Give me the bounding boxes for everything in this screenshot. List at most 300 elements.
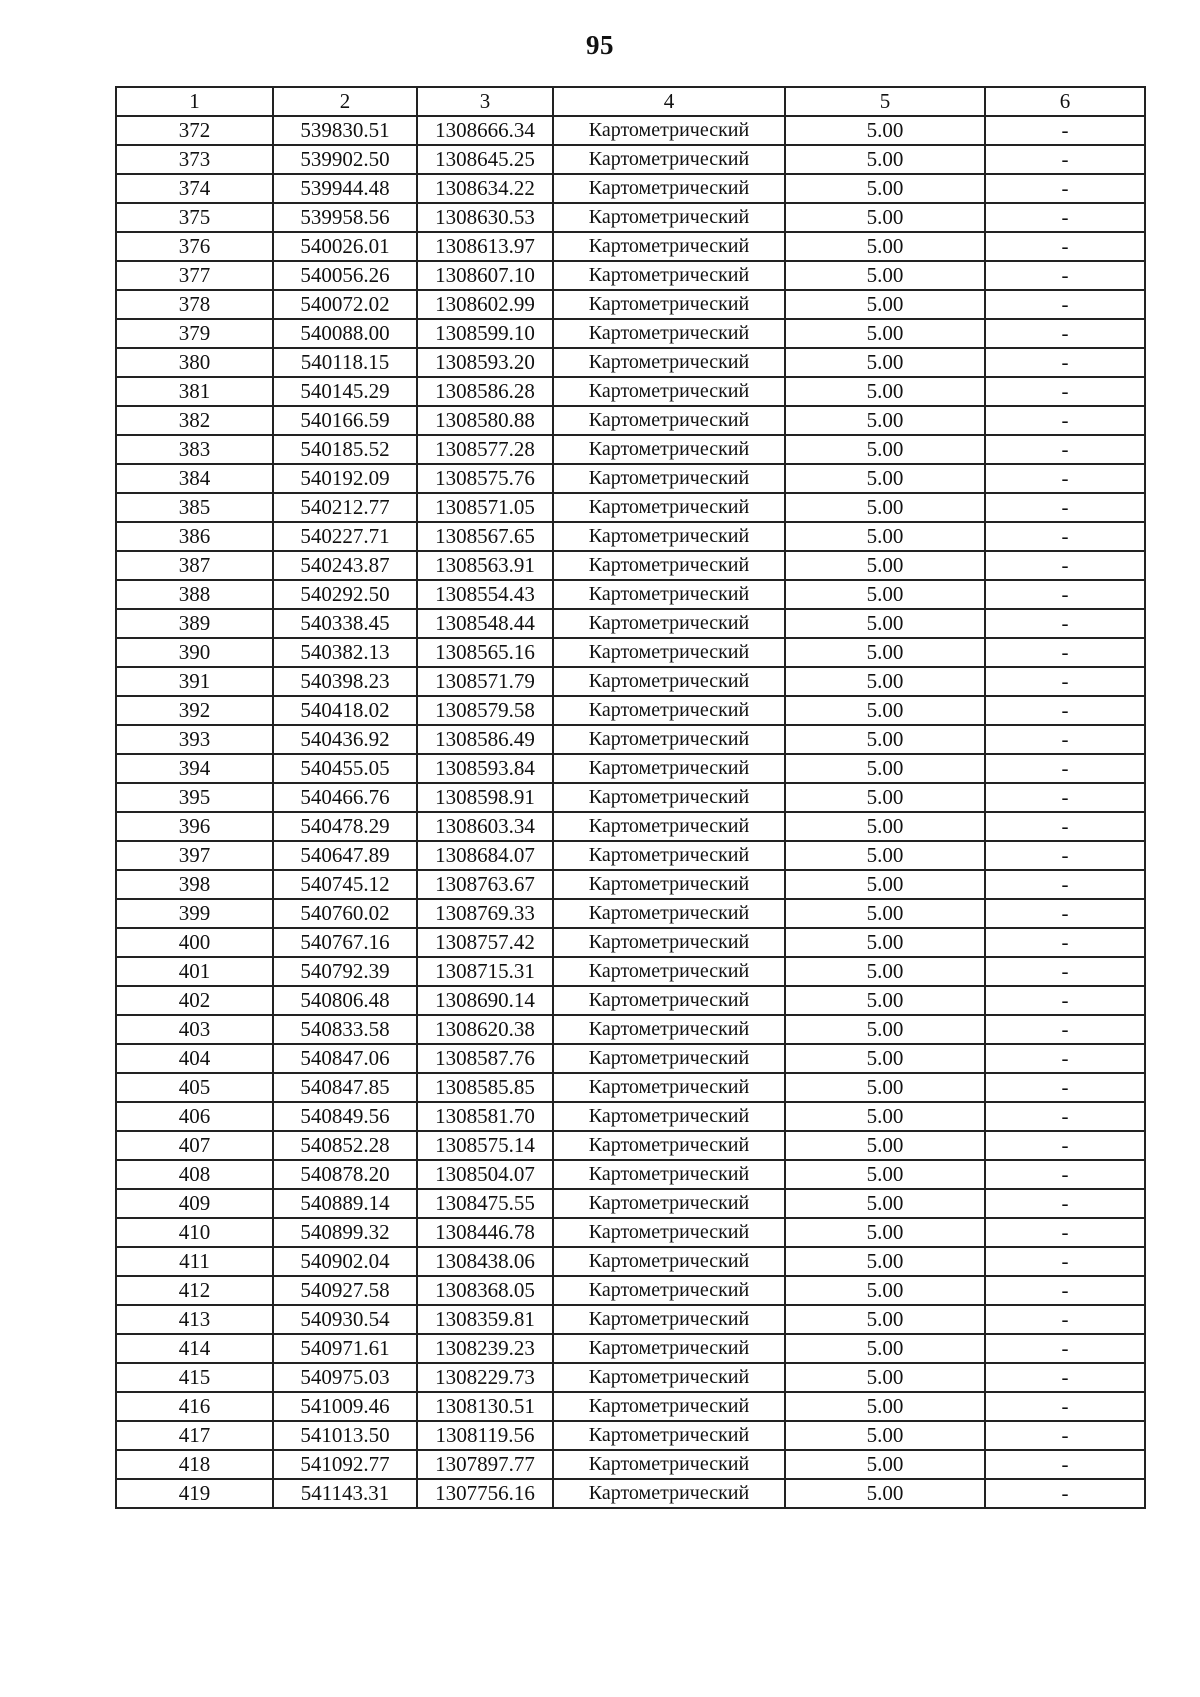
x-coordinate-cell: 540971.61: [273, 1334, 417, 1363]
x-coordinate-cell: 540767.16: [273, 928, 417, 957]
note-cell: -: [985, 1189, 1145, 1218]
y-coordinate-cell: 1308620.38: [417, 1015, 553, 1044]
accuracy-cell: 5.00: [785, 1218, 985, 1247]
note-cell: -: [985, 580, 1145, 609]
point-number-cell: 409: [116, 1189, 273, 1218]
method-cell: Картометрический: [553, 203, 785, 232]
y-coordinate-cell: 1308585.85: [417, 1073, 553, 1102]
y-coordinate-cell: 1308571.79: [417, 667, 553, 696]
table-row: [116, 899, 1145, 928]
note-cell: -: [985, 348, 1145, 377]
table-row: [116, 696, 1145, 725]
y-coordinate-cell: 1308630.53: [417, 203, 553, 232]
point-number-cell: 414: [116, 1334, 273, 1363]
note-cell: -: [985, 1363, 1145, 1392]
accuracy-cell: 5.00: [785, 870, 985, 899]
y-coordinate-cell: 1308598.91: [417, 783, 553, 812]
note-cell: -: [985, 493, 1145, 522]
method-cell: Картометрический: [553, 1276, 785, 1305]
x-coordinate-cell: 540192.09: [273, 464, 417, 493]
accuracy-cell: 5.00: [785, 261, 985, 290]
method-cell: Картометрический: [553, 377, 785, 406]
y-coordinate-cell: 1308130.51: [417, 1392, 553, 1421]
table-row: [116, 1102, 1145, 1131]
x-coordinate-cell: 540227.71: [273, 522, 417, 551]
method-cell: Картометрический: [553, 406, 785, 435]
accuracy-cell: 5.00: [785, 493, 985, 522]
table-row: [116, 1334, 1145, 1363]
method-cell: Картометрический: [553, 1421, 785, 1450]
x-coordinate-cell: 540166.59: [273, 406, 417, 435]
accuracy-cell: 5.00: [785, 928, 985, 957]
x-coordinate-cell: 540088.00: [273, 319, 417, 348]
method-cell: Картометрический: [553, 783, 785, 812]
x-coordinate-cell: 540436.92: [273, 725, 417, 754]
y-coordinate-cell: 1308593.20: [417, 348, 553, 377]
accuracy-cell: 5.00: [785, 1015, 985, 1044]
table-row: [116, 1276, 1145, 1305]
point-number-cell: 410: [116, 1218, 273, 1247]
point-number-cell: 387: [116, 551, 273, 580]
point-number-cell: 401: [116, 957, 273, 986]
accuracy-cell: 5.00: [785, 116, 985, 145]
method-cell: Картометрический: [553, 348, 785, 377]
note-cell: -: [985, 435, 1145, 464]
point-number-cell: 412: [116, 1276, 273, 1305]
accuracy-cell: 5.00: [785, 406, 985, 435]
y-coordinate-cell: 1308593.84: [417, 754, 553, 783]
y-coordinate-cell: 1308769.33: [417, 899, 553, 928]
table-row: [116, 1218, 1145, 1247]
y-coordinate-cell: 1308571.05: [417, 493, 553, 522]
accuracy-cell: 5.00: [785, 1334, 985, 1363]
y-coordinate-cell: 1308763.67: [417, 870, 553, 899]
y-coordinate-cell: 1308368.05: [417, 1276, 553, 1305]
point-number-cell: 372: [116, 116, 273, 145]
method-cell: Картометрический: [553, 957, 785, 986]
accuracy-cell: 5.00: [785, 667, 985, 696]
point-number-cell: 400: [116, 928, 273, 957]
accuracy-cell: 5.00: [785, 145, 985, 174]
table-row: [116, 870, 1145, 899]
method-cell: Картометрический: [553, 1479, 785, 1508]
accuracy-cell: 5.00: [785, 290, 985, 319]
coordinates-table: [115, 86, 1146, 1509]
y-coordinate-cell: 1308554.43: [417, 580, 553, 609]
accuracy-cell: 5.00: [785, 1247, 985, 1276]
x-coordinate-cell: 540118.15: [273, 348, 417, 377]
point-number-cell: 397: [116, 841, 273, 870]
accuracy-cell: 5.00: [785, 725, 985, 754]
y-coordinate-cell: 1308599.10: [417, 319, 553, 348]
note-cell: -: [985, 1421, 1145, 1450]
point-number-cell: 376: [116, 232, 273, 261]
method-cell: Картометрический: [553, 1189, 785, 1218]
table-row: [116, 609, 1145, 638]
table-row: [116, 406, 1145, 435]
method-cell: Картометрический: [553, 667, 785, 696]
method-cell: Картометрический: [553, 1160, 785, 1189]
x-coordinate-cell: 540338.45: [273, 609, 417, 638]
x-coordinate-cell: 540145.29: [273, 377, 417, 406]
y-coordinate-cell: 1308607.10: [417, 261, 553, 290]
note-cell: -: [985, 464, 1145, 493]
y-coordinate-cell: 1308577.28: [417, 435, 553, 464]
method-cell: Картометрический: [553, 174, 785, 203]
method-cell: Картометрический: [553, 725, 785, 754]
y-coordinate-cell: 1308239.23: [417, 1334, 553, 1363]
method-cell: Картометрический: [553, 1334, 785, 1363]
method-cell: Картометрический: [553, 493, 785, 522]
x-coordinate-cell: 540243.87: [273, 551, 417, 580]
note-cell: -: [985, 145, 1145, 174]
method-cell: Картометрический: [553, 1450, 785, 1479]
x-coordinate-cell: 540466.76: [273, 783, 417, 812]
method-cell: Картометрический: [553, 986, 785, 1015]
accuracy-cell: 5.00: [785, 1073, 985, 1102]
point-number-cell: 406: [116, 1102, 273, 1131]
note-cell: -: [985, 928, 1145, 957]
method-cell: Картометрический: [553, 522, 785, 551]
note-cell: -: [985, 841, 1145, 870]
table-row: [116, 174, 1145, 203]
column-header-2: 2: [273, 87, 417, 116]
note-cell: -: [985, 1218, 1145, 1247]
y-coordinate-cell: 1308575.14: [417, 1131, 553, 1160]
point-number-cell: 385: [116, 493, 273, 522]
y-coordinate-cell: 1308119.56: [417, 1421, 553, 1450]
y-coordinate-cell: 1308446.78: [417, 1218, 553, 1247]
note-cell: -: [985, 1073, 1145, 1102]
accuracy-cell: 5.00: [785, 348, 985, 377]
y-coordinate-cell: 1308565.16: [417, 638, 553, 667]
table-row: [116, 1392, 1145, 1421]
note-cell: -: [985, 1334, 1145, 1363]
x-coordinate-cell: 540072.02: [273, 290, 417, 319]
x-coordinate-cell: 540745.12: [273, 870, 417, 899]
method-cell: Картометрический: [553, 609, 785, 638]
point-number-cell: 379: [116, 319, 273, 348]
x-coordinate-cell: 540927.58: [273, 1276, 417, 1305]
table-row: [116, 319, 1145, 348]
table-row: [116, 348, 1145, 377]
accuracy-cell: 5.00: [785, 1392, 985, 1421]
note-cell: -: [985, 696, 1145, 725]
y-coordinate-cell: 1308579.58: [417, 696, 553, 725]
method-cell: Картометрический: [553, 116, 785, 145]
table-row: [116, 116, 1145, 145]
method-cell: Картометрический: [553, 696, 785, 725]
method-cell: Картометрический: [553, 899, 785, 928]
table-row: [116, 203, 1145, 232]
note-cell: -: [985, 638, 1145, 667]
point-number-cell: 378: [116, 290, 273, 319]
method-cell: Картометрический: [553, 1392, 785, 1421]
accuracy-cell: 5.00: [785, 1305, 985, 1334]
table-row: [116, 261, 1145, 290]
point-number-cell: 398: [116, 870, 273, 899]
table-row: [116, 464, 1145, 493]
accuracy-cell: 5.00: [785, 1450, 985, 1479]
x-coordinate-cell: 539830.51: [273, 116, 417, 145]
note-cell: -: [985, 261, 1145, 290]
note-cell: -: [985, 957, 1145, 986]
note-cell: -: [985, 754, 1145, 783]
point-number-cell: 416: [116, 1392, 273, 1421]
y-coordinate-cell: 1308438.06: [417, 1247, 553, 1276]
point-number-cell: 373: [116, 145, 273, 174]
point-number-cell: 407: [116, 1131, 273, 1160]
note-cell: -: [985, 1392, 1145, 1421]
column-header-4: 4: [553, 87, 785, 116]
method-cell: Картометрический: [553, 551, 785, 580]
y-coordinate-cell: 1307897.77: [417, 1450, 553, 1479]
note-cell: -: [985, 551, 1145, 580]
note-cell: -: [985, 319, 1145, 348]
method-cell: Картометрический: [553, 1015, 785, 1044]
point-number-cell: 404: [116, 1044, 273, 1073]
table-row: [116, 841, 1145, 870]
note-cell: -: [985, 377, 1145, 406]
point-number-cell: 383: [116, 435, 273, 464]
y-coordinate-cell: 1308684.07: [417, 841, 553, 870]
y-coordinate-cell: 1308229.73: [417, 1363, 553, 1392]
table-row: [116, 667, 1145, 696]
accuracy-cell: 5.00: [785, 580, 985, 609]
method-cell: Картометрический: [553, 754, 785, 783]
accuracy-cell: 5.00: [785, 1131, 985, 1160]
method-cell: Картометрический: [553, 870, 785, 899]
note-cell: -: [985, 522, 1145, 551]
y-coordinate-cell: 1308359.81: [417, 1305, 553, 1334]
accuracy-cell: 5.00: [785, 203, 985, 232]
accuracy-cell: 5.00: [785, 696, 985, 725]
x-coordinate-cell: 540806.48: [273, 986, 417, 1015]
y-coordinate-cell: 1308613.97: [417, 232, 553, 261]
table-row: [116, 435, 1145, 464]
x-coordinate-cell: 540833.58: [273, 1015, 417, 1044]
accuracy-cell: 5.00: [785, 986, 985, 1015]
table-row: [116, 1450, 1145, 1479]
accuracy-cell: 5.00: [785, 783, 985, 812]
table-row: [116, 725, 1145, 754]
y-coordinate-cell: 1308575.76: [417, 464, 553, 493]
table-row: [116, 812, 1145, 841]
x-coordinate-cell: 540647.89: [273, 841, 417, 870]
y-coordinate-cell: 1307756.16: [417, 1479, 553, 1508]
accuracy-cell: 5.00: [785, 435, 985, 464]
note-cell: -: [985, 1015, 1145, 1044]
note-cell: -: [985, 290, 1145, 319]
y-coordinate-cell: 1308587.76: [417, 1044, 553, 1073]
x-coordinate-cell: 540847.06: [273, 1044, 417, 1073]
x-coordinate-cell: 540398.23: [273, 667, 417, 696]
method-cell: Картометрический: [553, 812, 785, 841]
accuracy-cell: 5.00: [785, 841, 985, 870]
y-coordinate-cell: 1308757.42: [417, 928, 553, 957]
table-row: [116, 986, 1145, 1015]
y-coordinate-cell: 1308634.22: [417, 174, 553, 203]
y-coordinate-cell: 1308666.34: [417, 116, 553, 145]
y-coordinate-cell: 1308603.34: [417, 812, 553, 841]
accuracy-cell: 5.00: [785, 522, 985, 551]
x-coordinate-cell: 540760.02: [273, 899, 417, 928]
accuracy-cell: 5.00: [785, 957, 985, 986]
note-cell: -: [985, 1450, 1145, 1479]
page-number: 95: [586, 30, 614, 60]
point-number-cell: 374: [116, 174, 273, 203]
method-cell: Картометрический: [553, 1102, 785, 1131]
y-coordinate-cell: 1308548.44: [417, 609, 553, 638]
accuracy-cell: 5.00: [785, 377, 985, 406]
method-cell: Картометрический: [553, 580, 785, 609]
point-number-cell: 377: [116, 261, 273, 290]
x-coordinate-cell: 540847.85: [273, 1073, 417, 1102]
note-cell: -: [985, 725, 1145, 754]
y-coordinate-cell: 1308580.88: [417, 406, 553, 435]
note-cell: -: [985, 1479, 1145, 1508]
note-cell: -: [985, 1044, 1145, 1073]
method-cell: Картометрический: [553, 1131, 785, 1160]
table-row: [116, 1131, 1145, 1160]
point-number-cell: 418: [116, 1450, 273, 1479]
note-cell: -: [985, 232, 1145, 261]
method-cell: Картометрический: [553, 928, 785, 957]
accuracy-cell: 5.00: [785, 1160, 985, 1189]
x-coordinate-cell: 540478.29: [273, 812, 417, 841]
note-cell: -: [985, 1131, 1145, 1160]
point-number-cell: 381: [116, 377, 273, 406]
x-coordinate-cell: 540382.13: [273, 638, 417, 667]
table-row: [116, 638, 1145, 667]
method-cell: Картометрический: [553, 261, 785, 290]
table-row: [116, 957, 1145, 986]
x-coordinate-cell: 540026.01: [273, 232, 417, 261]
column-header-3: 3: [417, 87, 553, 116]
column-header-6: 6: [985, 87, 1145, 116]
x-coordinate-cell: 540455.05: [273, 754, 417, 783]
y-coordinate-cell: 1308567.65: [417, 522, 553, 551]
point-number-cell: 384: [116, 464, 273, 493]
y-coordinate-cell: 1308690.14: [417, 986, 553, 1015]
y-coordinate-cell: 1308715.31: [417, 957, 553, 986]
note-cell: -: [985, 1102, 1145, 1131]
x-coordinate-cell: 539958.56: [273, 203, 417, 232]
table-body: [116, 116, 1145, 1508]
accuracy-cell: 5.00: [785, 812, 985, 841]
accuracy-cell: 5.00: [785, 1421, 985, 1450]
x-coordinate-cell: 540889.14: [273, 1189, 417, 1218]
note-cell: -: [985, 406, 1145, 435]
method-cell: Картометрический: [553, 638, 785, 667]
point-number-cell: 396: [116, 812, 273, 841]
y-coordinate-cell: 1308645.25: [417, 145, 553, 174]
point-number-cell: 413: [116, 1305, 273, 1334]
point-number-cell: 386: [116, 522, 273, 551]
note-cell: -: [985, 1305, 1145, 1334]
table-row: [116, 493, 1145, 522]
accuracy-cell: 5.00: [785, 609, 985, 638]
point-number-cell: 405: [116, 1073, 273, 1102]
table-row: [116, 290, 1145, 319]
note-cell: -: [985, 1160, 1145, 1189]
method-cell: Картометрический: [553, 841, 785, 870]
method-cell: Картометрический: [553, 1247, 785, 1276]
method-cell: Картометрический: [553, 435, 785, 464]
point-number-cell: 380: [116, 348, 273, 377]
note-cell: -: [985, 116, 1145, 145]
y-coordinate-cell: 1308563.91: [417, 551, 553, 580]
accuracy-cell: 5.00: [785, 1102, 985, 1131]
accuracy-cell: 5.00: [785, 754, 985, 783]
y-coordinate-cell: 1308586.28: [417, 377, 553, 406]
y-coordinate-cell: 1308504.07: [417, 1160, 553, 1189]
point-number-cell: 394: [116, 754, 273, 783]
method-cell: Картометрический: [553, 464, 785, 493]
accuracy-cell: 5.00: [785, 174, 985, 203]
table-row: [116, 1363, 1145, 1392]
note-cell: -: [985, 870, 1145, 899]
x-coordinate-cell: 541009.46: [273, 1392, 417, 1421]
x-coordinate-cell: 540975.03: [273, 1363, 417, 1392]
method-cell: Картометрический: [553, 1363, 785, 1392]
note-cell: -: [985, 1276, 1145, 1305]
point-number-cell: 382: [116, 406, 273, 435]
x-coordinate-cell: 540212.77: [273, 493, 417, 522]
table-row: [116, 1044, 1145, 1073]
accuracy-cell: 5.00: [785, 1363, 985, 1392]
table-row: [116, 1305, 1145, 1334]
table-row: [116, 1160, 1145, 1189]
point-number-cell: 375: [116, 203, 273, 232]
accuracy-cell: 5.00: [785, 551, 985, 580]
x-coordinate-cell: 540899.32: [273, 1218, 417, 1247]
point-number-cell: 415: [116, 1363, 273, 1392]
x-coordinate-cell: 540930.54: [273, 1305, 417, 1334]
point-number-cell: 388: [116, 580, 273, 609]
accuracy-cell: 5.00: [785, 1276, 985, 1305]
x-coordinate-cell: 540792.39: [273, 957, 417, 986]
point-number-cell: 417: [116, 1421, 273, 1450]
x-coordinate-cell: 540418.02: [273, 696, 417, 725]
table-row: [116, 928, 1145, 957]
x-coordinate-cell: 540056.26: [273, 261, 417, 290]
note-cell: -: [985, 986, 1145, 1015]
table-row: [116, 1189, 1145, 1218]
point-number-cell: 399: [116, 899, 273, 928]
y-coordinate-cell: 1308581.70: [417, 1102, 553, 1131]
table-row: [116, 1247, 1145, 1276]
accuracy-cell: 5.00: [785, 464, 985, 493]
accuracy-cell: 5.00: [785, 1189, 985, 1218]
note-cell: -: [985, 667, 1145, 696]
table-row: [116, 145, 1145, 174]
y-coordinate-cell: 1308602.99: [417, 290, 553, 319]
table-row: [116, 232, 1145, 261]
point-number-cell: 408: [116, 1160, 273, 1189]
point-number-cell: 395: [116, 783, 273, 812]
accuracy-cell: 5.00: [785, 232, 985, 261]
point-number-cell: 391: [116, 667, 273, 696]
table-row: [116, 377, 1145, 406]
table-header-row: [116, 87, 1145, 116]
x-coordinate-cell: 539902.50: [273, 145, 417, 174]
accuracy-cell: 5.00: [785, 319, 985, 348]
table-row: [116, 1073, 1145, 1102]
x-coordinate-cell: 540849.56: [273, 1102, 417, 1131]
x-coordinate-cell: 541013.50: [273, 1421, 417, 1450]
x-coordinate-cell: 540878.20: [273, 1160, 417, 1189]
